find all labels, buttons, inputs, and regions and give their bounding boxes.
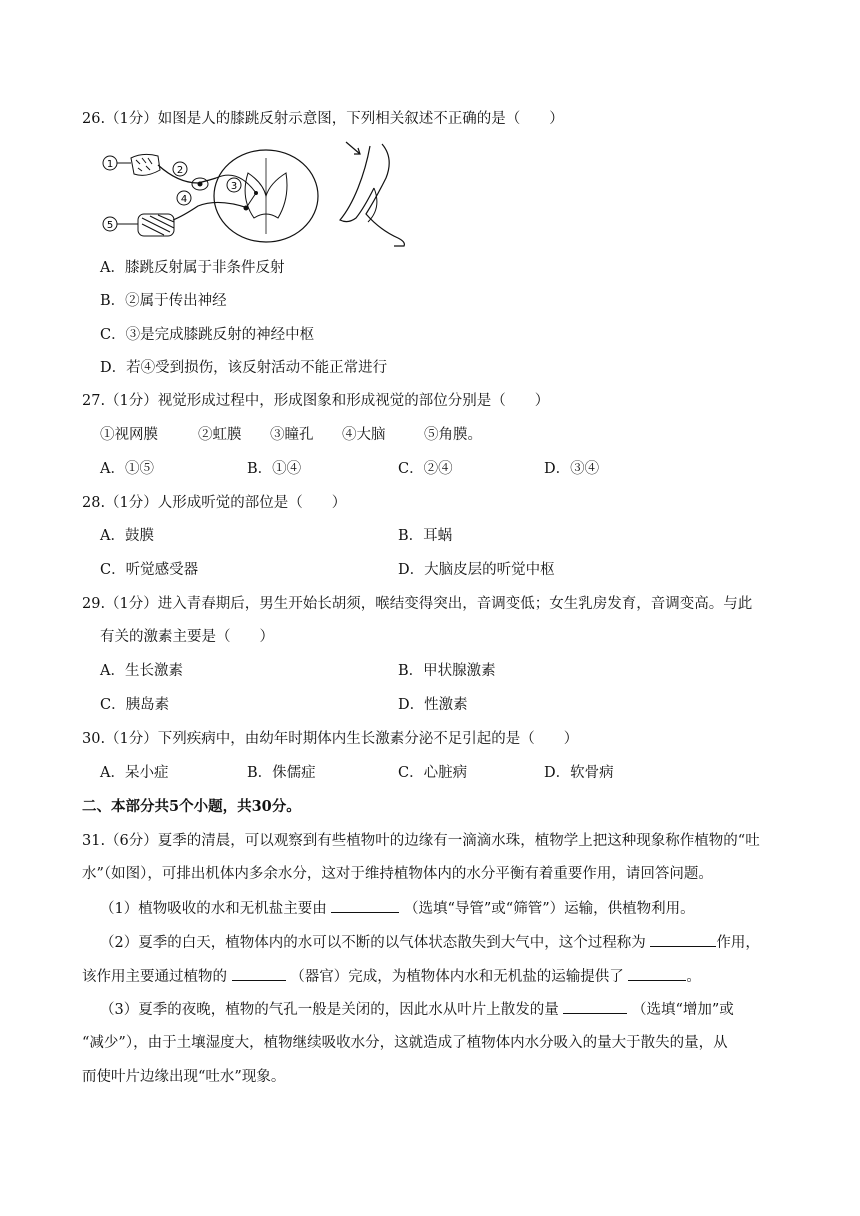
q27-item-2: ②虹膜 — [198, 427, 242, 443]
q26-option-c: C．③是完成膝跳反射的神经中枢 — [100, 327, 315, 343]
q29-option-d: D．性激素 — [398, 697, 468, 713]
q31-part2-line2 — [82, 966, 701, 987]
q28-stem: 28.（1分）人形成听觉的部位是（ ） — [82, 495, 347, 511]
svg-text:5: 5 — [106, 220, 114, 231]
q26-stem: 26.（1分）如图是人的膝跳反射示意图，下列相关叙述不正确的是（ ） — [82, 111, 564, 127]
figure-label-1: 1 — [106, 159, 114, 170]
section-heading: 二、本部分共5个小题，共30分。 — [82, 798, 301, 815]
q31-part1-text-a: （1）植物吸收的水和无机盐主要由 — [100, 901, 327, 917]
q27-option-b: B．①④ — [247, 461, 302, 477]
q26-option-a: A．膝跳反射属于非条件反射 — [100, 260, 285, 276]
q26-option-d: D．若④受到损伤，该反射活动不能正常进行 — [100, 360, 388, 376]
answer-blank-3[interactable] — [232, 966, 286, 981]
q31-part2-text-a: （2）夏季的白天，植物体内的水可以不断的以气体状态散失到大气中，这个过程称为 — [100, 935, 646, 951]
svg-text:2: 2 — [176, 165, 184, 176]
answer-blank-5[interactable] — [563, 999, 627, 1014]
q27-option-c: C．②④ — [398, 461, 453, 477]
q31-stem-line2: 水”（如图），可排出机体内多余水分，这对于维持植物体内的水分平衡有着重要作用，请回答问题。 — [82, 866, 713, 882]
q29-stem-line1: 29.（1分）进入青春期后，男生开始长胡须，喉结变得突出，音调变低；女生乳房发育，音调变高。与此 — [82, 596, 753, 612]
q29-option-b: B．甲状腺激素 — [398, 663, 496, 679]
q26-option-b: B．②属于传出神经 — [100, 293, 227, 309]
q31-part2-text-b: 作用， — [716, 935, 760, 951]
q28-option-a: A．鼓膜 — [100, 528, 154, 544]
q30-option-d: D．软骨病 — [544, 765, 614, 781]
q31-part3-line2: “减少”），由于土壤湿度大，植物继续吸收水分，这就造成了植物体内水分吸入的量大于散失的量，从 — [82, 1035, 728, 1051]
q31-part2-text-c: 该作用主要通过植物的 — [82, 969, 227, 985]
svg-text:4: 4 — [180, 194, 188, 205]
answer-blank-4[interactable] — [628, 966, 686, 981]
q31-part2-text-d: （器官）完成，为植物体内水和无机盐的运输提供了 — [290, 969, 624, 985]
q27-option-a: A．①⑤ — [100, 461, 154, 477]
q28-option-b: B．耳蜗 — [398, 528, 453, 544]
q27-item-5: ⑤角膜。 — [424, 427, 482, 443]
q31-stem-line1: 31.（6分）夏季的清晨，可以观察到有些植物叶的边缘有一滴滴水珠，植物学上把这种现象称作植物的“吐 — [82, 833, 760, 849]
q30-option-a: A．呆小症 — [100, 765, 169, 781]
q31-part2-text-e: 。 — [686, 969, 701, 985]
q31-part3-line3: 而使叶片边缘出现“吐水”现象。 — [82, 1069, 286, 1085]
q31-part1 — [100, 898, 695, 919]
q29-stem-line2: 有关的激素主要是（ ） — [100, 629, 274, 645]
q31-part2-line1 — [100, 932, 760, 953]
answer-blank-2[interactable] — [650, 932, 716, 947]
q27-stem: 27.（1分）视觉形成过程中，形成图象和形成视觉的部位分别是（ ） — [82, 393, 550, 409]
q27-item-1: ①视网膜 — [100, 427, 158, 443]
q31-part1-text-b: （选填“导管”或“筛管”）运输，供植物利用。 — [403, 901, 695, 917]
q30-option-b: B．侏儒症 — [247, 765, 316, 781]
q28-option-d: D．大脑皮层的听觉中枢 — [398, 562, 555, 578]
q27-item-4: ④大脑 — [342, 427, 386, 443]
q29-option-c: C．胰岛素 — [100, 697, 170, 713]
q29-option-a: A．生长激素 — [100, 663, 183, 679]
q31-part3-text-b: （选填“增加”或 — [631, 1002, 734, 1018]
q30-option-c: C．心脏病 — [398, 765, 468, 781]
q30-stem: 30.（1分）下列疾病中，由幼年时期体内生长激素分泌不足引起的是（ ） — [82, 731, 579, 747]
q31-part3-line1 — [100, 999, 734, 1020]
answer-blank-1[interactable] — [331, 898, 399, 913]
q31-part3-text-a: （3）夏季的夜晚，植物的气孔一般是关闭的，因此水从叶片上散发的量 — [100, 1002, 559, 1018]
q27-option-d: D．③④ — [544, 461, 600, 477]
q27-item-3: ③瞳孔 — [270, 427, 314, 443]
q28-option-c: C．听觉感受器 — [100, 562, 199, 578]
knee-jerk-reflex-diagram — [98, 138, 408, 250]
svg-text:3: 3 — [230, 181, 238, 192]
